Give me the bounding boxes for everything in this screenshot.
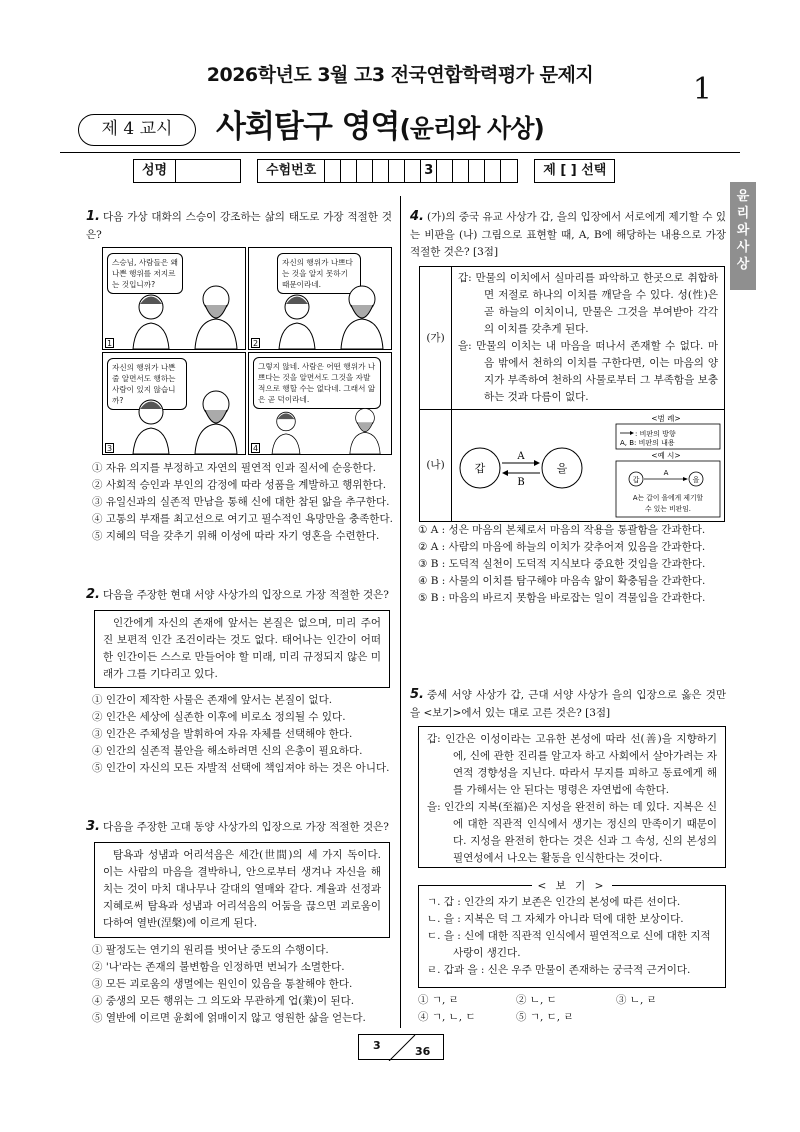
answer-option[interactable]: ⑤ 인간이 자신의 모든 자발적 선택에 책임져야 하는 것은 아니다.	[92, 762, 390, 774]
exam-no-box	[257, 159, 518, 183]
exam-no-cell[interactable]	[453, 160, 469, 182]
exam-no-cell[interactable]	[341, 160, 357, 182]
answer-option[interactable]: ① 인간이 제작한 사물은 존재에 앞서는 본질이 없다.	[92, 694, 333, 706]
gap-statement: 갑: 인간은 이성이라는 고유한 본성에 따라 선(善)을 지향하기에, 신에 관한 진리를 알고자 하고 사회에서 살아가려는 자연적 경향성을 지닌다. 따라서 무지를 피하고 동료에게 해를 가해서는 안 된다는 명령은 자연법에 속한다.	[427, 733, 717, 796]
bogi-item: ㄱ. 갑 : 인간의 자기 보존은 인간의 본성에 따른 선이다.	[427, 896, 681, 908]
teacher-figure-icon	[339, 277, 385, 349]
answer-option[interactable]: ③ 유일신과의 실존적 만남을 통해 신에 대한 참된 앎을 추구한다.	[92, 496, 390, 508]
speech-bubble: 자신의 행위가 나쁜 줄 알면서도 행하는 사람이 있지 않습니까?	[107, 358, 187, 410]
teacher-figure-icon	[193, 382, 239, 454]
page-total: 36	[415, 1045, 431, 1058]
comic-panel	[248, 247, 392, 350]
answer-option[interactable]: ① ㄱ, ㄹ	[418, 994, 459, 1006]
answer-option[interactable]: ⑤ 지혜의 덕을 갖추기 위해 이성에 따라 자기 영혼을 수련한다.	[92, 530, 380, 542]
speech-bubble: 스승님, 사람들은 왜 나쁜 행위를 저지르는 것입니까?	[107, 253, 183, 294]
panel-number: 3	[106, 444, 113, 453]
exam-no-cell[interactable]	[469, 160, 485, 182]
exam-no-cell[interactable]	[373, 160, 389, 182]
teacher-figure-icon	[193, 277, 239, 349]
subject-title	[216, 102, 544, 152]
answer-option[interactable]: ④ 인간의 실존적 불안을 해소하려면 신의 은총이 필요하다.	[92, 745, 363, 757]
student-figure-icon	[269, 406, 303, 454]
slash-divider	[359, 1035, 445, 1061]
side-tab-label: 윤리와 사상	[736, 189, 750, 272]
page-number: 1	[692, 72, 712, 107]
passage-text: 인간에게 자신의 존재에 앞서는 본질은 없으며, 미리 주어진 보편적 인간 조건이라는 것도 없다. 태어나는 인간이 어떠한 인간이든 스스로 만들어야 할 미래, 미리 규정되지 않은 미래가 그를 기다리고 있다.	[103, 617, 381, 680]
answer-option[interactable]: ④ B : 사물의 이치를 탐구해야 마음속 앎이 확충됨을 간과한다.	[418, 575, 706, 587]
answer-option[interactable]: ② ㄴ, ㄷ	[516, 994, 557, 1006]
node-gap: 갑	[474, 461, 486, 475]
panel-number: 1	[106, 339, 113, 348]
answer-option[interactable]: ③ B : 도덕적 실천이 도덕적 지식보다 중요한 것임을 간과한다.	[418, 558, 706, 570]
question-stem: 중세 서양 사상가 갑, 근대 서양 사상가 을의 입장으로 옳은 것만을 <보기>에서 있는 대로 고른 것은? [3점]	[410, 689, 726, 720]
example-eul: 을	[692, 475, 700, 484]
q5-options	[418, 992, 728, 1026]
arrow-label-b: B	[517, 476, 525, 488]
question-stem: 다음을 주장한 고대 동양 사상가의 입장으로 가장 적절한 것은?	[102, 821, 389, 833]
q2-passage-box	[94, 610, 390, 688]
question-number: 2.	[86, 587, 100, 602]
example-gap: 갑	[632, 475, 640, 484]
answer-option[interactable]: ① 자유 의지를 부정하고 자연의 필연적 인과 질서에 순응한다.	[92, 462, 376, 474]
answer-option[interactable]: ④ 고통의 부재를 최고선으로 여기고 필수적인 욕망만을 충족한다.	[92, 513, 393, 525]
answer-option[interactable]: ② 인간은 세상에 실존한 이후에 비로소 정의될 수 있다.	[92, 711, 346, 723]
answer-option[interactable]: ③ 인간은 주체성을 발휘하여 자유 자체를 선택해야 한다.	[92, 728, 353, 740]
student-figure-icon	[131, 392, 171, 454]
question-number: 4.	[410, 209, 424, 224]
arrow-left-icon	[502, 470, 508, 476]
exam-no-cell[interactable]	[357, 160, 373, 182]
answer-option[interactable]: ③ 모든 괴로움의 생멸에는 원인이 있음을 통찰해야 한다.	[92, 978, 353, 990]
student-figure-icon	[277, 287, 317, 349]
exam-no-digit: 3	[421, 160, 437, 182]
name-box	[133, 159, 241, 183]
legend-arrow-icon	[630, 431, 634, 435]
candidate-info-bar	[133, 159, 615, 183]
answer-option[interactable]: ② '나'라는 존재의 불변함을 인정하면 번뇌가 소멸한다.	[92, 961, 345, 973]
subject-side-tab	[730, 182, 756, 290]
arrow-label-a: A	[517, 450, 525, 462]
question-stem: 다음 가상 대화의 스승이 강조하는 삶의 태도로 가장 적절한 것은?	[86, 211, 392, 242]
q4-diagram-cell	[452, 410, 725, 522]
column-divider	[400, 196, 401, 1028]
legend-title: <범 례>	[651, 413, 681, 423]
question-1	[86, 206, 392, 244]
question-number: 5.	[410, 687, 424, 702]
question-number: 3.	[86, 819, 100, 834]
q3-passage-box	[94, 842, 390, 938]
criticism-diagram	[452, 412, 724, 520]
panel-number: 2	[252, 339, 259, 348]
example-title: <예 시>	[651, 450, 681, 460]
answer-option[interactable]: ② A : 사람의 마음에 하늘의 이치가 갖추어져 있음을 간과한다.	[418, 541, 706, 553]
q4-table	[419, 266, 725, 522]
q5-passage-box	[418, 726, 726, 868]
gap-statement: 갑: 만물의 이치에서 실마리를 파악하고 한곳으로 취합하면 저절로 하나의 이치를 깨닫을 수 있다. 성(性)은 곧 하늘의 이치이니, 만물은 그것을 부여받아 각각의 이치를 갖추게 된다.	[458, 272, 718, 335]
period-badge: 제 4 교시	[78, 114, 196, 146]
question-number: 1.	[86, 209, 100, 224]
question-4	[410, 206, 726, 261]
q4-ga-cell	[452, 267, 725, 410]
answer-option[interactable]: ⑤ ㄱ, ㄷ, ㄹ	[516, 1011, 574, 1023]
answer-option[interactable]: ① 팔정도는 연기의 원리를 벗어난 중도의 수행이다.	[92, 944, 329, 956]
exam-no-cell[interactable]	[325, 160, 341, 182]
speech-bubble: 그렇지 않네. 사람은 어떤 행위가 나쁘다는 것을 알면서도 그것을 자발적으로 행할 수는 없다네. 그래서 앎은 곧 덕이라네.	[253, 357, 381, 409]
page-counter	[358, 1034, 444, 1060]
bogi-title: < 보 기 >	[419, 878, 725, 895]
passage-text: 탐욕과 성냄과 어리석음은 세간(世間)의 세 가지 독이다. 이는 사람의 마음을 결박하니, 안으로부터 생겨나 자신을 해치는 것이 마치 대나무나 갈대의 열매와 같다. 계율과 선정과 지혜로써 탐욕과 성냄과 어리석음의 어둠을 끊으면 괴로움이 다하여 열반(涅槃)에 이르게 된다.	[103, 849, 381, 929]
comic-panel	[248, 352, 392, 455]
example-note-1: A는 갑이 을에게 제기할	[632, 493, 704, 502]
arrow-right-icon	[534, 460, 540, 466]
bogi-item: ㄷ. 을 : 신에 대한 직관적 인식에서 필연적으로 신에 대한 지적 사랑이 생긴다.	[427, 930, 711, 959]
exam-no-cell[interactable]	[405, 160, 421, 182]
subject-main: 사회탐구 영역	[216, 109, 400, 145]
question-2	[86, 584, 392, 605]
panel-number: 4	[252, 444, 259, 453]
teacher-figure-icon	[345, 402, 385, 454]
eul-statement: 을: 만물의 이치는 내 마음을 떠나서 존재할 수 없다. 마음 밖에서 천하의 이치를 구한다면, 이는 마음의 양지가 부족하여 천하의 사물로부터 그 부족함을 보충하는 것과 다름이 없다.	[458, 340, 718, 403]
comic-panel	[102, 247, 246, 350]
student-figure-icon	[131, 287, 171, 349]
exam-no-cell[interactable]	[437, 160, 453, 182]
page-current: 3	[373, 1039, 381, 1052]
exam-title: 2026학년도 3월 고3 전국연합학력평가 문제지	[206, 64, 594, 86]
name-label: 성명	[134, 160, 176, 182]
question-stem: (가)의 중국 유교 사상가 갑, 을의 입장에서 서로에게 제기할 수 있는 비판을 (나) 그림으로 표현할 때, A, B에 해당하는 내용으로 가장 적절한 것은? [3점]	[410, 211, 726, 259]
answer-option[interactable]: ① A : 성은 마음의 본체로서 마음의 작용을 통괄함을 간과한다.	[418, 524, 706, 536]
answer-option[interactable]: ② 사회적 승인과 부인의 감정에 따라 성품을 계발하고 행위한다.	[92, 479, 387, 491]
select-label: 제 [ ] 선택	[543, 163, 607, 179]
answer-option[interactable]: ③ ㄴ, ㄹ	[616, 994, 657, 1006]
subject-sub: (윤리와 사상)	[399, 114, 544, 143]
exam-no-label: 수험번호	[258, 160, 325, 182]
q4-options	[418, 522, 728, 607]
q2-options	[92, 692, 394, 777]
question-stem: 다음을 주장한 현대 서양 사상가의 입장으로 가장 적절한 것은?	[102, 589, 389, 601]
example-label-a: A	[663, 468, 669, 477]
bogi-item: ㄹ. 갑과 을 : 신은 우주 만물이 존재하는 궁극적 근거이다.	[427, 964, 691, 976]
exam-no-cell[interactable]	[485, 160, 501, 182]
q3-options	[92, 942, 394, 1027]
example-arrow-icon	[683, 477, 688, 481]
comic-panel	[102, 352, 246, 455]
table-label-na: (나)	[420, 410, 452, 522]
answer-option[interactable]: ④ 중생의 모든 행위는 그 의도와 무관하게 업(業)이 된다.	[92, 995, 355, 1007]
node-eul: 을	[556, 461, 568, 475]
select-box[interactable]	[534, 159, 615, 183]
eul-statement: 을: 인간의 지복(至福)은 지성을 완전히 하는 데 있다. 지복은 신에 대한 직관적 인식에서 생기는 정신의 만족이기 때문이다. 지성을 완전히 한다는 것은 신과 그 속성, 신의 본성의 필연성에서 나오는 활동을 인식한다는 것이다.	[427, 801, 717, 864]
bogi-item: ㄴ. 을 : 지복은 덕 그 자체가 아니라 덕에 대한 보상이다.	[427, 913, 684, 925]
question-5	[410, 684, 726, 722]
comic-strip	[102, 247, 392, 455]
legend-line-1: : 비판의 방향	[635, 429, 676, 438]
name-field[interactable]	[176, 160, 240, 182]
legend-line-2: A, B: 비판의 내용	[620, 438, 675, 447]
speech-bubble: 자신의 행위가 나쁘다는 것을 알지 못하기 때문이라네.	[277, 253, 361, 294]
exam-no-cell[interactable]	[501, 160, 517, 182]
answer-option[interactable]: ⑤ 열반에 이르면 윤회에 얽매이지 않고 영원한 삶을 얻는다.	[92, 1012, 366, 1024]
question-3	[86, 816, 392, 837]
exam-no-cell[interactable]	[389, 160, 405, 182]
q1-options	[92, 460, 394, 545]
header-rule	[60, 152, 740, 153]
bogi-box	[418, 880, 726, 988]
answer-option[interactable]: ⑤ B : 마음의 바르지 못함을 바로잡는 일이 격물임을 간과한다.	[418, 592, 706, 604]
answer-option[interactable]: ④ ㄱ, ㄴ, ㄷ	[418, 1011, 476, 1023]
table-label-ga: (가)	[420, 267, 452, 410]
example-note-2: 수 있는 비판임.	[645, 504, 691, 513]
